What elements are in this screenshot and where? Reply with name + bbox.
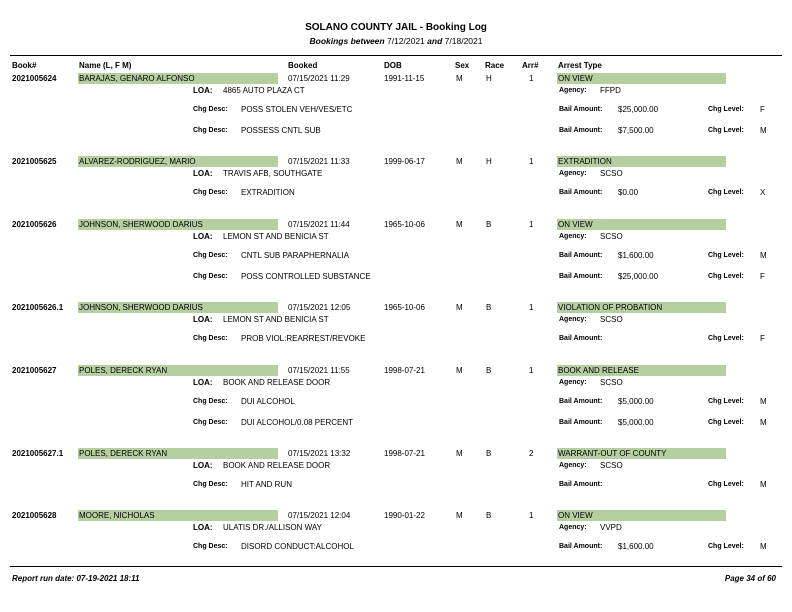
sex-value: M bbox=[456, 220, 463, 229]
inmate-name: POLES, DERECK RYAN bbox=[78, 448, 278, 459]
report-subtitle bbox=[0, 36, 792, 46]
chg-level-value: F bbox=[760, 334, 765, 343]
chg-level-label: Chg Level: bbox=[708, 106, 744, 113]
dob-value: 1990-01-22 bbox=[384, 511, 425, 520]
chg-desc-value: DISORD CONDUCT:ALCOHOL bbox=[241, 542, 354, 551]
arrest-type: ON VIEW bbox=[557, 73, 726, 84]
loa-label: LOA: bbox=[193, 378, 213, 387]
book-number: 2021005625 bbox=[12, 157, 57, 166]
loa-label: LOA: bbox=[193, 523, 213, 532]
bail-amount-label: Bail Amount: bbox=[559, 273, 603, 280]
agency-value: FFPD bbox=[600, 86, 621, 95]
chg-desc-label: Chg Desc: bbox=[193, 252, 228, 259]
arr-value: 1 bbox=[529, 74, 534, 83]
page-number: Page 34 of 60 bbox=[724, 574, 776, 583]
race-value: B bbox=[486, 303, 492, 312]
inmate-name: JOHNSON, SHERWOOD DARIUS bbox=[78, 219, 278, 230]
chg-desc-value: HIT AND RUN bbox=[241, 480, 292, 489]
chg-level-label: Chg Level: bbox=[708, 419, 744, 426]
bail-amount-value: $25,000.00 bbox=[618, 272, 659, 281]
bail-amount-label: Bail Amount: bbox=[559, 419, 603, 426]
col-arrest-type: Arrest Type bbox=[558, 61, 602, 70]
loa-value: TRAVIS AFB, SOUTHGATE bbox=[223, 169, 323, 178]
chg-desc-label: Chg Desc: bbox=[193, 335, 228, 342]
booked-datetime: 07/15/2021 13:32 bbox=[288, 449, 351, 458]
report-run-date: Report run date: 07-19-2021 18:11 bbox=[12, 574, 140, 583]
chg-desc-value: DUI ALCOHOL/0.08 PERCENT bbox=[241, 418, 354, 427]
bail-amount-label: Bail Amount: bbox=[559, 481, 603, 488]
bail-amount-label: Bail Amount: bbox=[559, 252, 603, 259]
agency-label: Agency: bbox=[559, 87, 587, 94]
agency-value: SCSO bbox=[600, 378, 623, 387]
chg-desc-label: Chg Desc: bbox=[193, 106, 228, 113]
sex-value: M bbox=[456, 74, 463, 83]
loa-label: LOA: bbox=[193, 232, 213, 241]
agency-value: SCSO bbox=[600, 315, 623, 324]
loa-value: ULATIS DR./ALLISON WAY bbox=[223, 523, 322, 532]
arrest-type: BOOK AND RELEASE bbox=[557, 365, 726, 376]
arr-value: 1 bbox=[529, 303, 534, 312]
chg-level-value: X bbox=[760, 188, 766, 197]
arrest-type: WARRANT-OUT OF COUNTY bbox=[557, 448, 726, 459]
race-value: B bbox=[486, 511, 492, 520]
chg-desc-label: Chg Desc: bbox=[193, 543, 228, 550]
chg-desc-value: CNTL SUB PARAPHERNALIA bbox=[241, 251, 350, 260]
loa-value: BOOK AND RELEASE DOOR bbox=[223, 461, 331, 470]
inmate-name: JOHNSON, SHERWOOD DARIUS bbox=[78, 302, 278, 313]
arrest-type: EXTRADITION bbox=[557, 156, 726, 167]
bail-amount-label: Bail Amount: bbox=[559, 398, 603, 405]
bail-amount-value: $25,000.00 bbox=[618, 105, 659, 114]
race-value: B bbox=[486, 366, 492, 375]
bail-amount-label: Bail Amount: bbox=[559, 543, 603, 550]
report-title: SOLANO COUNTY JAIL - Booking Log bbox=[305, 22, 487, 33]
book-number: 2021005627 bbox=[12, 366, 57, 375]
subtitle-and: and bbox=[427, 36, 443, 46]
col-book: Book# bbox=[12, 61, 37, 70]
agency-value: SCSO bbox=[600, 461, 623, 470]
sex-value: M bbox=[456, 511, 463, 520]
loa-value: 4865 AUTO PLAZA CT bbox=[223, 86, 305, 95]
header-rule bbox=[10, 55, 782, 56]
chg-level-label: Chg Level: bbox=[708, 543, 744, 550]
col-name: Name (L, F M) bbox=[79, 61, 132, 70]
chg-desc-label: Chg Desc: bbox=[193, 481, 228, 488]
col-race: Race bbox=[485, 61, 505, 70]
chg-level-value: M bbox=[760, 542, 767, 551]
agency-label: Agency: bbox=[559, 379, 587, 386]
chg-level-value: M bbox=[760, 418, 767, 427]
chg-level-label: Chg Level: bbox=[708, 398, 744, 405]
arr-value: 2 bbox=[529, 449, 534, 458]
chg-level-value: M bbox=[760, 251, 767, 260]
subtitle-prefix: Bookings between bbox=[309, 36, 385, 46]
chg-desc-value: POSSESS CNTL SUB bbox=[241, 126, 321, 135]
agency-label: Agency: bbox=[559, 170, 587, 177]
sex-value: M bbox=[456, 366, 463, 375]
arr-value: 1 bbox=[529, 511, 534, 520]
chg-desc-value: POSS STOLEN VEH/VES/ETC bbox=[241, 105, 353, 114]
date-from: 7/12/2021 bbox=[386, 36, 425, 46]
chg-desc-label: Chg Desc: bbox=[193, 419, 228, 426]
dob-value: 1998-07-21 bbox=[384, 449, 425, 458]
col-dob: DOB bbox=[384, 61, 402, 70]
chg-desc-value: PROB VIOL:REARREST/REVOKE bbox=[241, 334, 366, 343]
arrest-type: ON VIEW bbox=[557, 219, 726, 230]
inmate-name: BARAJAS, GENARO ALFONSO bbox=[78, 73, 278, 84]
chg-level-value: F bbox=[760, 105, 765, 114]
col-booked: Booked bbox=[288, 61, 318, 70]
chg-level-label: Chg Level: bbox=[708, 481, 744, 488]
bail-amount-value: $0.00 bbox=[618, 188, 639, 197]
agency-label: Agency: bbox=[559, 233, 587, 240]
race-value: H bbox=[486, 74, 492, 83]
chg-desc-value: EXTRADITION bbox=[241, 188, 295, 197]
chg-level-value: M bbox=[760, 480, 767, 489]
col-arr: Arr# bbox=[522, 61, 539, 70]
bail-amount-value: $1,600.00 bbox=[618, 542, 654, 551]
chg-level-value: F bbox=[760, 272, 765, 281]
loa-label: LOA: bbox=[193, 461, 213, 470]
booked-datetime: 07/15/2021 12:04 bbox=[288, 511, 351, 520]
inmate-name: MOORE, NICHOLAS bbox=[78, 510, 278, 521]
arr-value: 1 bbox=[529, 366, 534, 375]
sex-value: M bbox=[456, 449, 463, 458]
book-number: 2021005627.1 bbox=[12, 449, 64, 458]
arr-value: 1 bbox=[529, 157, 534, 166]
booked-datetime: 07/15/2021 12:05 bbox=[288, 303, 351, 312]
chg-desc-label: Chg Desc: bbox=[193, 127, 228, 134]
booked-datetime: 07/15/2021 11:44 bbox=[288, 220, 350, 229]
loa-label: LOA: bbox=[193, 86, 213, 95]
race-value: B bbox=[486, 449, 492, 458]
inmate-name: POLES, DERECK RYAN bbox=[78, 365, 278, 376]
booked-datetime: 07/15/2021 11:33 bbox=[288, 157, 350, 166]
loa-value: LEMON ST AND BENICIA ST bbox=[223, 232, 329, 241]
chg-desc-value: POSS CONTROLLED SUBSTANCE bbox=[241, 272, 371, 281]
loa-label: LOA: bbox=[193, 315, 213, 324]
arrest-type: VIOLATION OF PROBATION bbox=[557, 302, 726, 313]
bail-amount-value: $7,500.00 bbox=[618, 126, 654, 135]
bail-amount-label: Bail Amount: bbox=[559, 127, 603, 134]
race-value: H bbox=[486, 157, 492, 166]
chg-level-value: M bbox=[760, 397, 767, 406]
dob-value: 1965-10-06 bbox=[384, 220, 425, 229]
book-number: 2021005626 bbox=[12, 220, 57, 229]
chg-level-label: Chg Level: bbox=[708, 127, 744, 134]
chg-desc-label: Chg Desc: bbox=[193, 273, 228, 280]
agency-value: SCSO bbox=[600, 232, 623, 241]
chg-level-label: Chg Level: bbox=[708, 189, 744, 196]
loa-label: LOA: bbox=[193, 169, 213, 178]
chg-desc-value: DUI ALCOHOL bbox=[241, 397, 295, 406]
bail-amount-label: Bail Amount: bbox=[559, 189, 603, 196]
booked-datetime: 07/15/2021 11:55 bbox=[288, 366, 350, 375]
bail-amount-label: Bail Amount: bbox=[559, 335, 603, 342]
inmate-name: ALVAREZ-RODRIGUEZ, MARIO bbox=[78, 156, 278, 167]
chg-level-label: Chg Level: bbox=[708, 273, 744, 280]
footer-rule bbox=[10, 566, 782, 567]
chg-desc-label: Chg Desc: bbox=[193, 189, 228, 196]
date-to: 7/18/2021 bbox=[444, 36, 483, 46]
book-number: 2021005624 bbox=[12, 74, 57, 83]
col-sex: Sex bbox=[455, 61, 470, 70]
chg-level-value: M bbox=[760, 126, 767, 135]
dob-value: 1999-06-17 bbox=[384, 157, 425, 166]
dob-value: 1965-10-06 bbox=[384, 303, 425, 312]
agency-label: Agency: bbox=[559, 462, 587, 469]
agency-value: VVPD bbox=[600, 523, 622, 532]
arr-value: 1 bbox=[529, 220, 534, 229]
sex-value: M bbox=[456, 303, 463, 312]
booked-datetime: 07/15/2021 11:29 bbox=[288, 74, 350, 83]
arrest-type: ON VIEW bbox=[557, 510, 726, 521]
bail-amount-value: $1,600.00 bbox=[618, 251, 654, 260]
dob-value: 1998-07-21 bbox=[384, 366, 425, 375]
dob-value: 1991-11-15 bbox=[384, 74, 425, 83]
loa-value: LEMON ST AND BENICIA ST bbox=[223, 315, 329, 324]
agency-label: Agency: bbox=[559, 316, 587, 323]
loa-value: BOOK AND RELEASE DOOR bbox=[223, 378, 331, 387]
race-value: B bbox=[486, 220, 492, 229]
chg-desc-label: Chg Desc: bbox=[193, 398, 228, 405]
chg-level-label: Chg Level: bbox=[708, 335, 744, 342]
sex-value: M bbox=[456, 157, 463, 166]
agency-value: SCSO bbox=[600, 169, 623, 178]
book-number: 2021005628 bbox=[12, 511, 57, 520]
bail-amount-label: Bail Amount: bbox=[559, 106, 603, 113]
chg-level-label: Chg Level: bbox=[708, 252, 744, 259]
book-number: 2021005626.1 bbox=[12, 303, 64, 312]
agency-label: Agency: bbox=[559, 524, 587, 531]
bail-amount-value: $5,000.00 bbox=[618, 397, 654, 406]
bail-amount-value: $5,000.00 bbox=[618, 418, 654, 427]
